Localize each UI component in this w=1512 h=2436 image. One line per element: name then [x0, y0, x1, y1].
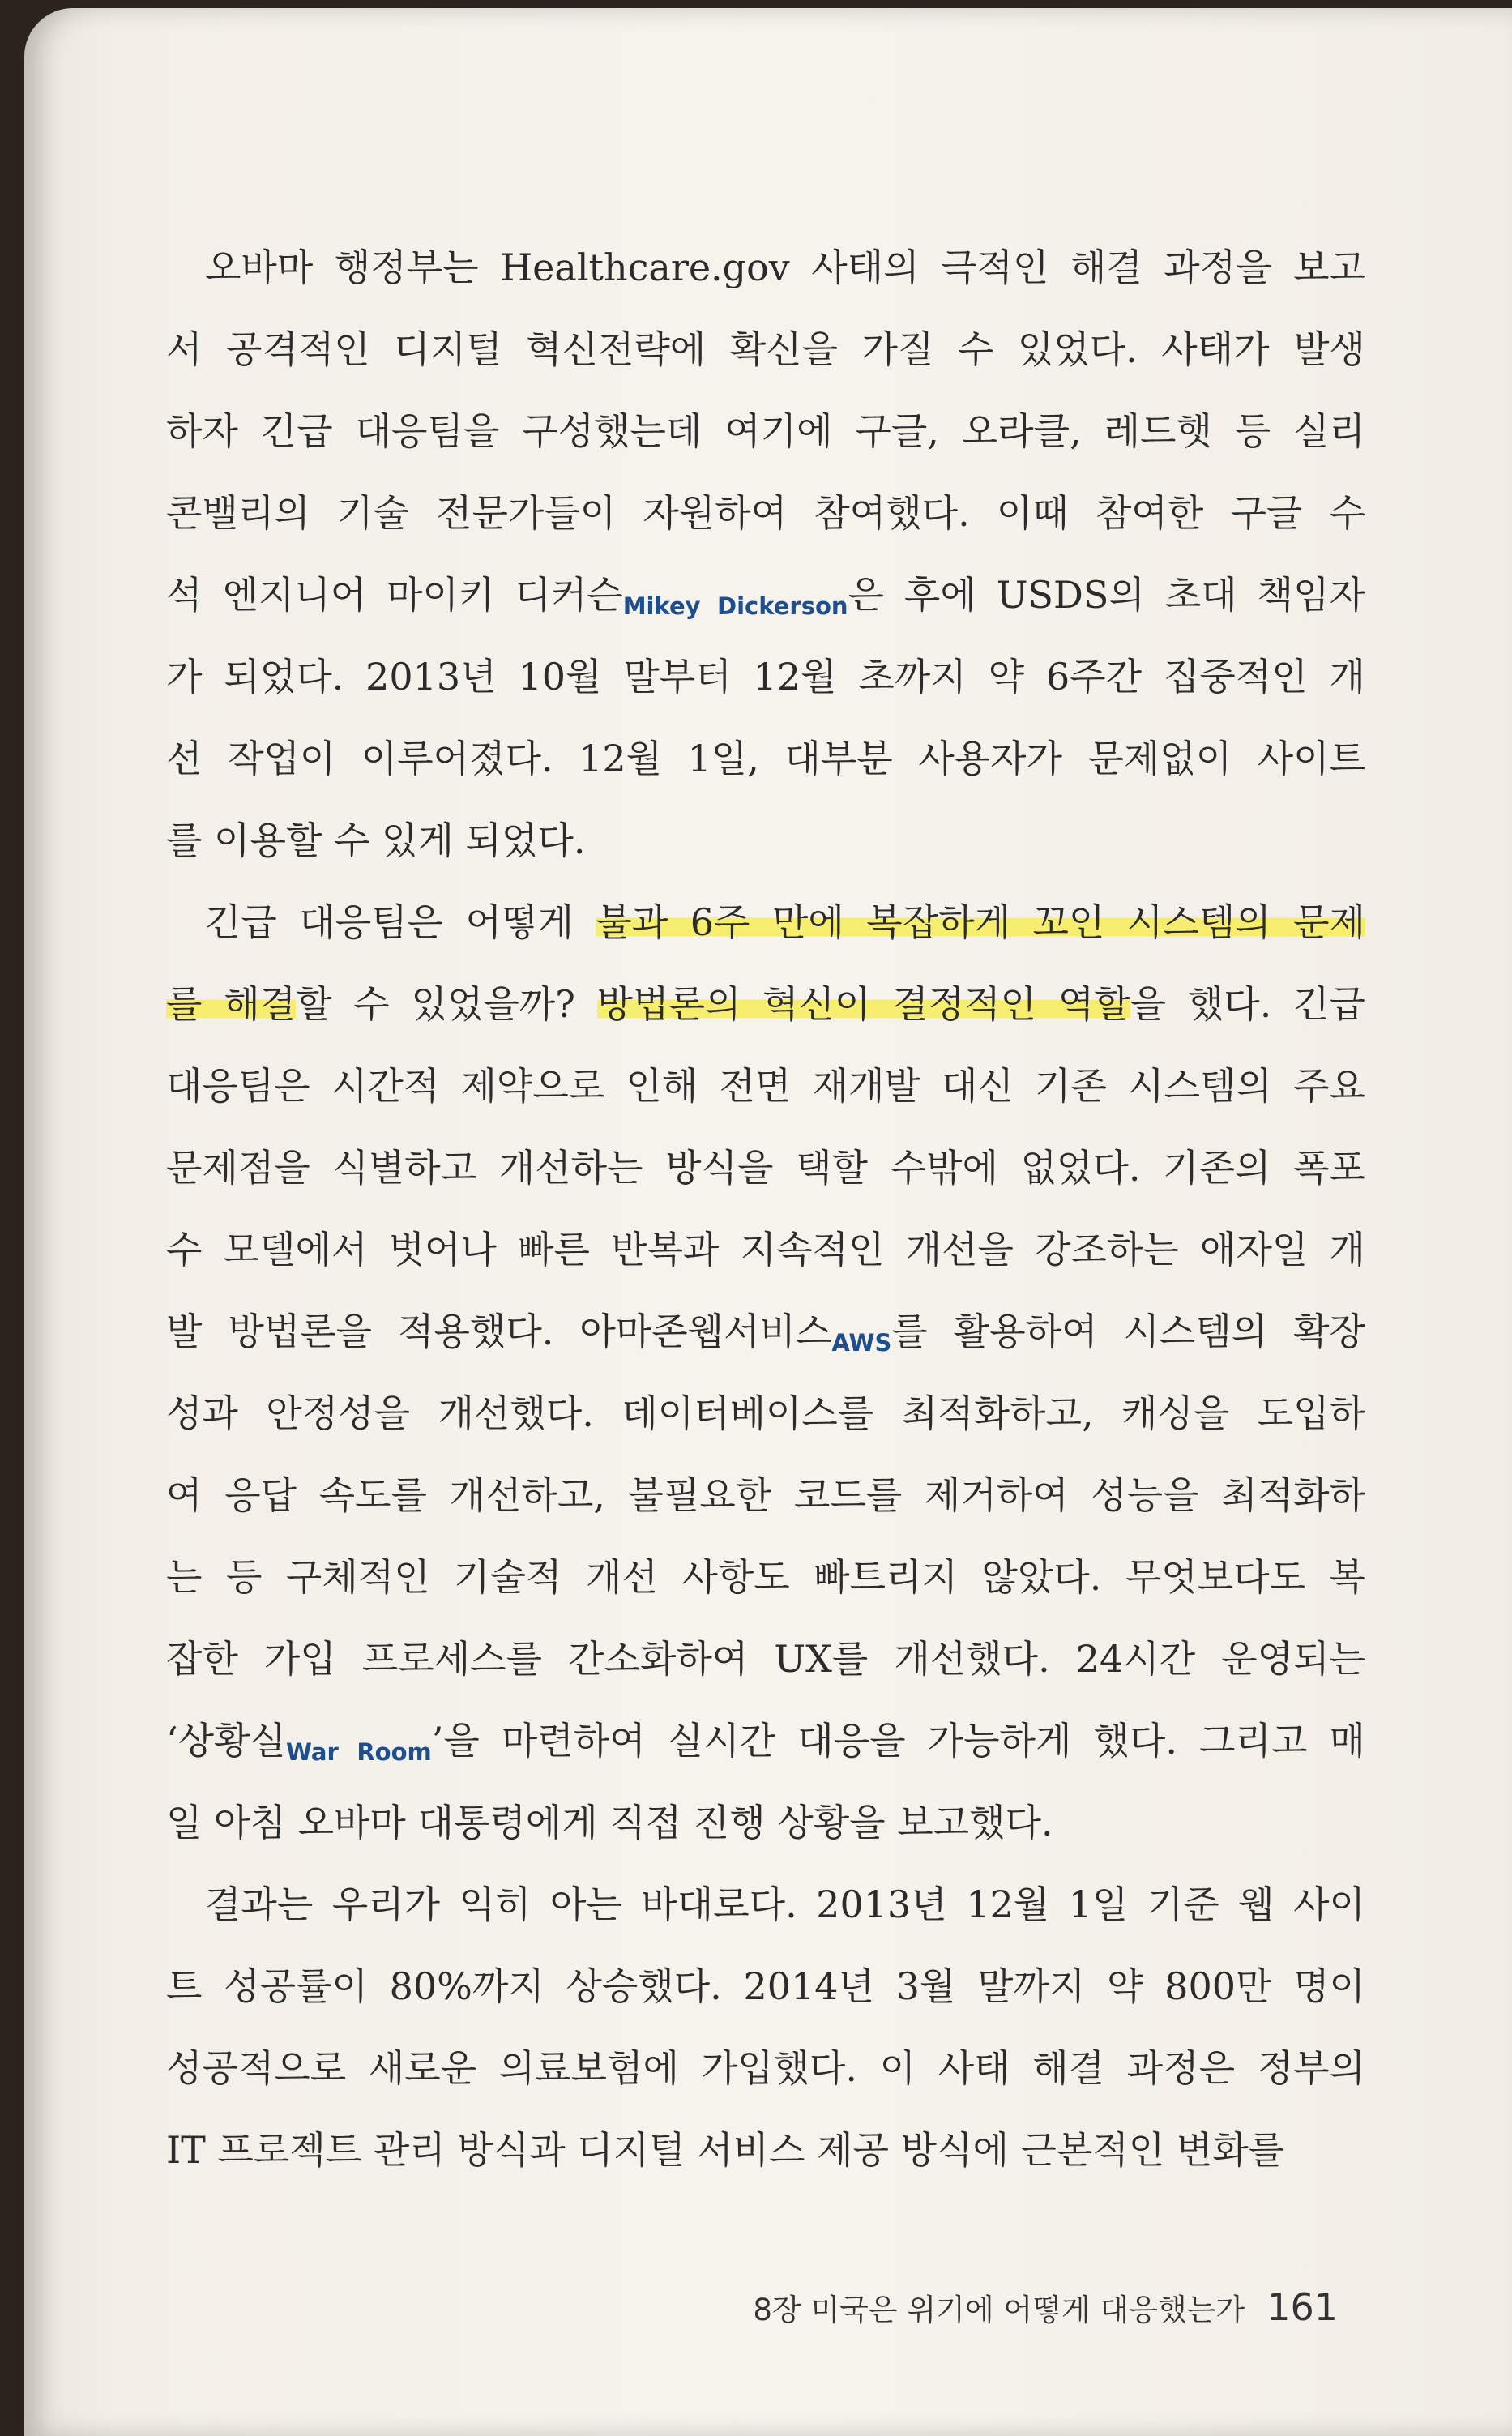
text-segment: 트 성공률이 80%까지 상승했다. 2014년 3월 말까지 약 800만 명이: [166, 1964, 1365, 2008]
text-line: [166, 1127, 1365, 1209]
text-segment: 일 아침 오바마 대통령에게 직접 진행 상황을 보고했다.: [166, 1801, 1053, 1844]
text-segment: ’을 마련하여 실시간 대응을 가능하게 했다. 그리고 매: [431, 1719, 1365, 1763]
text-segment: 할 수 있었을까?: [296, 982, 597, 1026]
text-line: [166, 1700, 1365, 1782]
text-line: [166, 1209, 1365, 1291]
text-line: [166, 391, 1365, 472]
text-segment: 잡한 가입 프로세스를 간소화하여 UX를 개선했다. 24시간 운영되는: [166, 1637, 1365, 1681]
text-segment: 를 활용하여 시스템의 확장: [891, 1310, 1365, 1353]
paragraph: [166, 1864, 1365, 2191]
page-footer: [753, 2285, 1338, 2329]
text-segment: 를 이용할 수 있게 되었다.: [166, 818, 586, 862]
english-gloss: AWS: [831, 1329, 892, 1357]
text-segment: 콘밸리의 기술 전문가들이 자원하여 참여했다. 이때 참여한 구글 수: [166, 491, 1365, 535]
highlighted-text: 를 해결: [166, 982, 297, 1026]
text-segment: 오바마 행정부는 Healthcare.gov 사태의 극적인 해결 과정을 보고: [205, 246, 1365, 289]
text-segment: 수 모델에서 벗어나 빠른 반복과 지속적인 개선을 강조하는 애자일 개: [166, 1228, 1365, 1271]
text-segment: 성공적으로 새로운 의료보험에 가입했다. 이 사태 해결 과정은 정부의: [166, 2046, 1365, 2090]
highlighted-text: 불과 6주 만에 복잡하게 꼬인 시스템의 문제: [596, 900, 1365, 944]
text-line: [166, 718, 1365, 800]
text-line: [166, 2109, 1365, 2191]
text-segment: 선 작업이 이루어졌다. 12월 1일, 대부분 사용자가 문제없이 사이트: [166, 737, 1365, 780]
book-page: [24, 8, 1512, 2436]
text-segment: 여 응답 속도를 개선하고, 불필요한 코드를 제거하여 성능을 최적화하: [166, 1473, 1365, 1517]
text-line: [166, 1782, 1365, 1864]
text-segment: IT 프로젝트 관리 방식과 디지털 서비스 제공 방식에 근본적인 변화를: [166, 2128, 1285, 2172]
text-line: [166, 882, 1365, 964]
highlighted-text: 방법론의 혁신이 결정적인 역할: [596, 982, 1130, 1026]
text-segment: 하자 긴급 대응팀을 구성했는데 여기에 구글, 오라클, 레드햇 등 실리: [166, 409, 1365, 453]
text-line: [166, 1946, 1365, 2028]
chapter-title: 8장 미국은 위기에 어떻게 대응했는가: [753, 2293, 1245, 2327]
text-segment: 결과는 우리가 익히 아는 바대로다. 2013년 12월 1일 기준 웹 사이: [205, 1883, 1365, 1926]
text-segment: 는 등 구체적인 기술적 개선 사항도 빠트리지 않았다. 무엇보다도 복: [166, 1555, 1365, 1599]
english-gloss: Mikey Dickerson: [622, 592, 848, 620]
body-text: [166, 227, 1365, 2191]
text-segment: 을 했다. 긴급: [1130, 982, 1365, 1026]
text-line: [166, 2028, 1365, 2109]
text-segment: 가 되었다. 2013년 10월 말부터 12월 초까지 약 6주간 집중적인 개: [166, 655, 1365, 699]
text-segment: 은 후에 USDS의 초대 책임자: [848, 573, 1365, 617]
text-segment: 발 방법론을 적용했다. 아마존웹서비스: [166, 1310, 832, 1353]
text-segment: 성과 안정성을 개선했다. 데이터베이스를 최적화하고, 캐싱을 도입하: [166, 1391, 1365, 1435]
text-line: [166, 472, 1365, 554]
text-line: [166, 1455, 1365, 1536]
text-line: [166, 964, 1365, 1045]
paragraph: [166, 227, 1365, 882]
text-segment: 대응팀은 시간적 제약으로 인해 전면 재개발 대신 기존 시스템의 주요: [166, 1064, 1365, 1108]
text-segment: ‘상황실: [166, 1719, 286, 1763]
text-segment: 서 공격적인 디지털 혁신전략에 확신을 가질 수 있었다. 사태가 발생: [166, 327, 1365, 371]
text-line: [166, 554, 1365, 636]
text-line: [166, 227, 1365, 309]
text-segment: 문제점을 식별하고 개선하는 방식을 택할 수밖에 없었다. 기존의 폭포: [166, 1146, 1365, 1190]
text-line: [166, 1291, 1365, 1373]
text-line: [166, 1864, 1365, 1946]
text-line: [166, 1536, 1365, 1618]
text-segment: 석 엔지니어 마이키 디커슨: [166, 573, 623, 617]
text-line: [166, 1045, 1365, 1127]
text-segment: 긴급 대응팀은 어떻게: [205, 900, 596, 944]
page-number: 161: [1266, 2285, 1338, 2329]
text-line: [166, 1618, 1365, 1700]
text-line: [166, 1373, 1365, 1455]
text-line: [166, 800, 1365, 882]
paragraph: [166, 882, 1365, 1864]
english-gloss: War Room: [285, 1738, 432, 1766]
text-line: [166, 309, 1365, 391]
text-line: [166, 636, 1365, 718]
